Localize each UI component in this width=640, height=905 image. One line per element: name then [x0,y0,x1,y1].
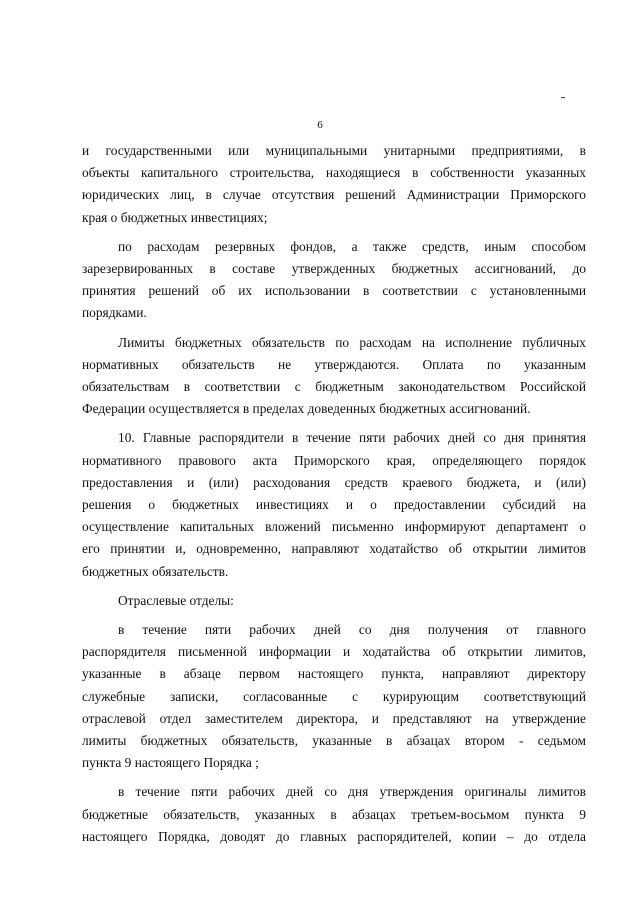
text-line: решения о бюджетных инвестициях и о предоставлении субсидий на [82,497,586,513]
text-line: предоставления и (или) расходования средств краевого бюджета, и (или) [82,474,586,490]
paragraph-limits [82,332,586,421]
text-line: принятия решений об их использовании в соответствии с установленными [82,283,586,299]
page-number: 6 [317,119,323,131]
text-line: и государственными или муниципальными унитарными предприятиями, в [82,143,586,158]
text-line: зарезервированных в составе утвержденных бюджетных ассигнований, до [82,261,586,277]
text-line: бюджетных обязательств. [82,563,229,579]
paragraph-reserve-funds [82,236,586,325]
corner-mark [561,97,565,98]
text-line: настоящего Порядка, доводят до главных распорядителей, копии – до отдела [82,828,586,844]
text-line: нормативных обязательств не утверждаются. Оплата по указанным [82,356,586,372]
text-line: Федерации осуществляется в пределах доведенных бюджетных ассигнований. [82,401,531,417]
text-line: пункта 9 настоящего Порядка ; [82,755,259,771]
text-line: осуществление капитальных вложений письменно информируют департамент о [82,519,586,535]
text-line: лимиты бюджетных обязательств, указанные в абзацах втором - седьмом [82,733,586,749]
text-line: обязательствам в соответствии с бюджетным законодательством Российской [82,379,586,395]
paragraph-continuation [82,140,586,229]
text-line: распорядителя письменной информации и ходатайства об открытии лимитов, [82,644,586,660]
text-line: Отраслевые отделы: [118,592,234,608]
paragraph-five-days-receipt [82,619,586,774]
text-line: края о бюджетных инвестициях; [82,209,268,225]
text-line: отраслевой отдел заместителем директора, и представляют на утверждение [82,710,586,726]
document-body [82,140,586,848]
text-line: 10. Главные распорядители в течение пяти рабочих дней со дня принятия [118,430,586,446]
text-line: объекты капитального строительства, находящиеся в собственности указанных [82,165,586,181]
paragraph-departments [82,590,586,612]
text-line: его принятии и, одновременно, направляют ходатайство об открытии лимитов [82,541,586,557]
text-line: в течение пяти рабочих дней со дня утверждения оригиналы лимитов [118,784,586,800]
text-line: по расходам резервных фондов, а также средств, иным способом [118,238,586,254]
text-line: Лимиты бюджетных обязательств по расходам на исполнение публичных [118,334,586,350]
text-line: указанные в абзаце первом настоящего пункта, направляют директору [82,666,586,682]
text-line: служебные записки, согласованные с курирующим соответствующий [82,688,586,704]
text-line: юридических лиц, в случае отсутствия решений Администрации Приморского [82,187,586,203]
text-line: порядками. [82,305,147,321]
text-line: в течение пяти рабочих дней со дня получения от главного [118,622,586,638]
text-line: нормативного правового акта Приморского края, определяющего порядок [82,452,586,468]
paragraph-five-days-approval [82,781,586,848]
text-line: бюджетные обязательств, указанных в абзацах третьем-восьмом пункта 9 [82,806,586,822]
paragraph-item-10 [82,427,586,582]
